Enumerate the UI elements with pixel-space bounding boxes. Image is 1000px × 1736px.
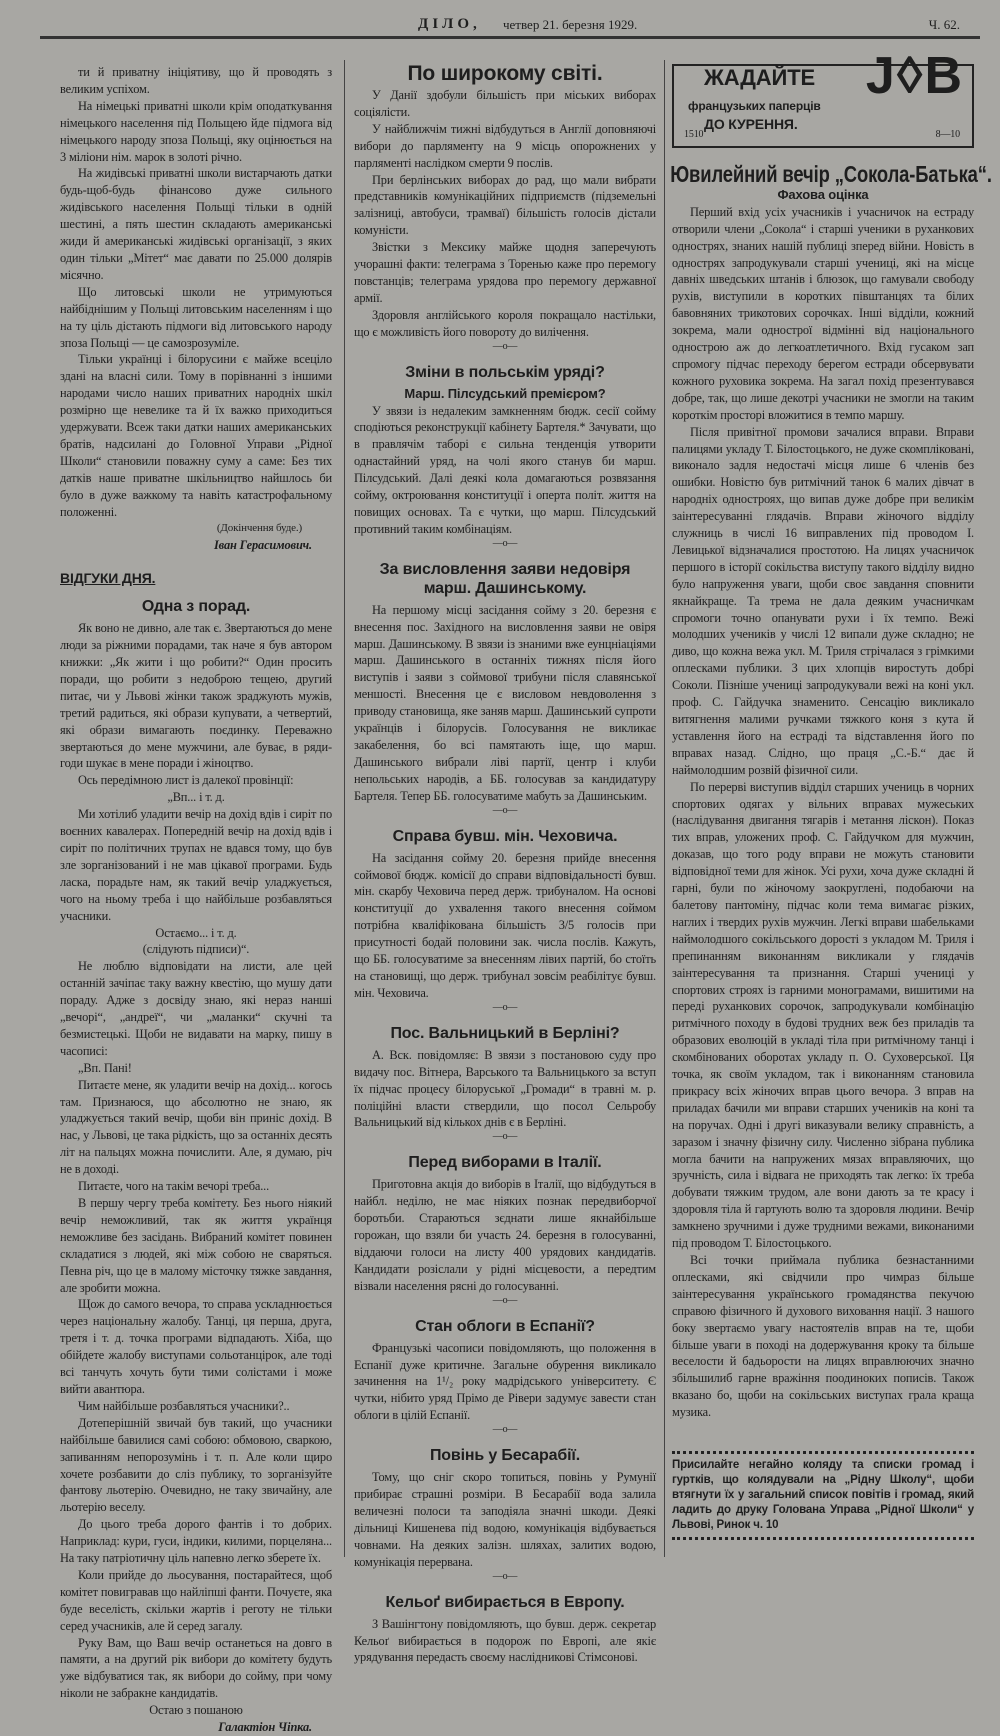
column-1 <box>60 64 332 1736</box>
article-headline: Ювилейний вечір „Сокола-Батька“. <box>670 161 992 187</box>
paragraph: Всі точки приймала публика безнастанними оплесками, які свідчили про чимраз більше заінтересування українського громадянства пекучою справою фізичного й духового виховання нації. З нашого боку звертаємо увагу настоятелів вправ на те, щоби більше уваги в поході на додержування кроку та більше веселости й бадьорости на лицях вправлюючих значно збільшилиб гарне вражіння поодиноких пописів. Також вказано бо, щоби на сокільських виступах грала краща музика. <box>672 1253 974 1420</box>
separator: —o— <box>492 340 518 352</box>
paragraph: Як воно не дивно, але так є. Звертаються до мене люди за ріжними порадами, так наче я був автором книжки: „Як жити і що робити?“ Один просить поради, що робити з недоброю тещею, другий питає, чи у Львові жінки також зраджують мужів, третий радиться, які образи купувати, а четвертий, які образи вимагають поєдинку. Переважно звертаються до мене мужчини, але буває, в ряди-годи шукає в мене поради і жіноцтво. <box>60 621 332 771</box>
paragraph: А. Вск. повідомляє: В звязи з постановою суду про видачу пос. Вітнера, Варського та Вальницького за вступ їх підчас процесу білоруської „Громади“ в травні м. р. поліційні власти ствердили, що посол Сельробу Вальницький від кількох днів є в Берліні. <box>354 1047 656 1130</box>
article-headline: За висловлення заяви недовіря марш. Дашинському. <box>379 560 631 597</box>
paragraph: На першому місці засідання сойму з 20. березня є внесення пос. Західного на висловлення заяви не овіря марш. Дашинському. В звязи із знаними вже еунцніаціями марш. Дашинського в останніх тижнях після його виступів і заяви з соймової трибуни після славянської меншості. Внесення це є висловом невдоволення з приводу становища, яке заняв марш. Дашинський супроти українців і білорусів. Голосування не викликає закабелення, бо всі памятають іще, що марш. Дашинського вибрали ліві партії, центр і клуби непольських народів, а ББ. голосував за кандидатуру Бартеля. Тепер ББ. голосуватиме мабуть за Дашинським. <box>354 602 656 803</box>
article-headline: Кельоґ вибирається в Европу. <box>385 1593 625 1611</box>
ad-text: французьких паперців <box>688 99 821 113</box>
issue-date: четвер 21. березня 1929. <box>503 17 638 32</box>
ad-text: ДО КУРЕННЯ. <box>704 116 798 132</box>
paragraph: Чим найбільше розбавляться учасники?.. <box>78 1398 290 1413</box>
masthead <box>40 14 980 39</box>
article-headline: Зміни в польськім уряді? <box>405 363 605 381</box>
ad-number: 1510 <box>684 129 704 141</box>
paragraph: Остаю з пошаною <box>149 1703 243 1718</box>
paragraph: У Данії здобули більшість при міських виборах соціялісти. <box>354 88 656 119</box>
article-headline: Одна з порад. <box>141 598 251 616</box>
article-sokil <box>672 204 974 1421</box>
column-3 <box>670 47 992 1540</box>
article-headline: Стан облоги в Еспанії? <box>415 1317 595 1335</box>
paragraph: Звістки з Мексику майже щодня заперечують учорашні факти: телеграма з Торенью каже про перемогу повстанців; телеграма урядова про перемогу державної армії. <box>354 240 656 305</box>
article-headline: Повінь у Бесарабії. <box>429 1447 581 1465</box>
news-article <box>354 64 656 341</box>
column-divider <box>344 60 345 1557</box>
paragraph: Після привітної промови зачалися вправи. Вправи палицями укладу Т. Білостоцького, не дуже скомпліковані, виконало задля недостачі місця лише 6 членів без ошибки. Новістю був ритмічний танок 6 малих дівчат в народніх одностроях, що випав дуже добре при великім заінтересуванні глядачів. Вправи жіночого відділу служниць в числі 16 виправлених під проводом І. Левицької відзначалися простотою. На лицях учасничок першого в історії сокільства виступу такого відділу видно було напруження уваги, щоби своє завдання сповнити якнайкраще. Та трема не дала деяким учасничкам спромоги точно опанувати рухи і їх темпо. Вежі молодших учеників у числі 12 випали дуже складно; не диво, що кожна вежа укл. М. Триля стрічалася з грімкими оплесками публики. З цих хлопців виростуть добрі Соколи. Пізніше учениці запродукували вежі на коні укл. проф. С. Гайдучка знаменито. Сенсацію викликало витягнення малими ручками тяжкого коня з кута й уставлення його на естраді та відставлення його по вправах назад. Слідно, що праця „С.-Б.“ дає й наймолодшим розвій фізичної сили. <box>672 424 974 777</box>
paragraph: Ми хотілиб уладити вечір на дохід вдів і сиріт по воєнних кавалерах. Попередній вечір на дохід вдів і сиріт по політичних трупах не вдався тому, що був зле зорганізований і не мав цікавої програми. Будь ласка, порадьте нам, як такий вечір уладжується, чого на ньому треба і що найбільше розбавляться учасники. <box>60 807 332 923</box>
news-article <box>354 341 656 538</box>
paragraph: При берлінських виборах до рад, що мали вибрати представників комунікаційних підприємств (підземельні залізниці, автобуси, трамваї) більшість голосів дістали комуністи. <box>354 172 656 238</box>
paragraph: Коли прийде до льосування, постарайтеся, щоб комітет повигравав що найліпші фанти. Почуєте, яка буде веселість, скільки жартів і реготу не тільки серед учасників, але й серед загалу. <box>60 1567 332 1633</box>
article-headline: Пос. Вальницький в Берліні? <box>390 1024 620 1042</box>
paragraph: ти й приватну ініціятиву, що й проводять з великим успіхом. <box>60 65 332 96</box>
author-signature: Іван Герасимович. <box>213 538 312 553</box>
paragraph: Приготовна акція до виборів в Італії, що відбудуться в найбл. неділю, не має ніяких познак передвиборчої боротьби. Стараються зєднати лише якнайбільше горожан, що взяли би участь 24. березня в голосуванні, віддаючи голоси на листу 400 урядових кандидатів. Кандидати розіслали у рідні місцевости, а передтим візвали населення рясні до голосуванні. <box>354 1177 656 1293</box>
paragraph: Питаєте, чого на такім вечорі треба... <box>78 1179 270 1194</box>
paragraph: Не люблю відповідати на листи, але цей останній зачіпає таку важну квестію, що мушу дати пораду. Адже з досвіду знаю, які нераз нанші „вечорі“, „андреї“, чи „маланки“ скучні та безмистецькі. Щоби не видавати на марку, пишу в часописі: <box>60 959 332 1058</box>
news-article <box>354 805 656 1002</box>
separator: —o— <box>492 1131 518 1143</box>
column-divider <box>664 60 665 1557</box>
column-2 <box>354 64 656 1666</box>
paragraph: У найближчім тижні відбудуться в Англії доповняючі вибори до парляменту на 9 місць опорожнених у парляменті наслідком смерти 9 послів. <box>354 121 656 170</box>
paragraph: Остаємо... і т. д. <box>155 925 237 940</box>
paragraph: Руку Вам, що Ваш вечір останеться на довго в памяти, а на другий рік вибори до комітету будуть уже відбуватися так, як вибори до сойму, при чому ніколи не забракне кандидатів. <box>60 1635 332 1701</box>
paragraph: Тільки українці і білорусини є майже всеціло здані на власні сили. Тому в порівнанні з іншими народами число наших приватних народніх шкіл розмірно ще невелике та й їх важко приходиться удержувати. Всеж таки датки наших американських братів, надсилані до Головної Управи „Рідної Школи“ становили поважну суму а саме: Без тих датків наше приватне шкільництво найшлось би було в дуже важкому та навіть катастрофальному положенні. <box>60 352 332 519</box>
paragraph: Здоровля англійського короля покращало настільки, що є можливість його повороту до вилічення. <box>354 307 656 339</box>
paper-title: ДІЛО, <box>418 16 481 32</box>
paragraph: До цього треба дорого фантів і то добрих. Наприклад: кури, гуси, індики, килими, порцеляна... На таку патріотичну ціль напевно легко зберете їх. <box>60 1517 332 1566</box>
news-article <box>354 538 656 805</box>
paragraph: (слідують підписи)“. <box>142 942 250 957</box>
separator: —o— <box>492 537 518 549</box>
separator: —o— <box>492 1001 518 1013</box>
news-article <box>354 1571 656 1667</box>
paragraph: Що литовські школи не утримуються найбіднішим у Польщі литовським населенням і що на ту ціль дістають підмоги від литовського народу зпоза Польщі — це самозрозуміле. <box>60 284 332 350</box>
separator: —o— <box>492 1294 518 1306</box>
continued-note: (Докінчення буде.) <box>216 522 302 535</box>
paragraph: На жидівські приватні школи вистарчають датки будь-щоб-будь фінансово дуже сильного жидівського населення Польщі тільки в одній шестині, а пять шестин складають американські жиди й американські жидівські організації, з яких один тільки „Мітет“ має давати по 25.000 долярів місячно. <box>60 166 332 282</box>
article-headline: Перед виборами в Італії. <box>408 1154 602 1172</box>
paragraph: Перший вхід усіх учасників і учасничок на естраду отворили члени „Сокола“ і старші ученики в руханкових однострях, знаних нашій публиці зперед війни. Новість в однострях запродукували старші учениці, які на місце давніх шведських штанів і блюзок, що гамували свободу рухів, виступили в коротких півштанцях та білих бавовняних трикотових сорочках. Інші відділи, кожний зокрема, мали однострої відмінні від національного однострою аж до легкоатлетичного. Вхід гусаком зап спромогу підчас переходу берегом естради обсервувати кожного руховика зокрема. На загал похід презентувався добре, так, що лише декотрі учасники не змогли на таким короткім просторі вложитися в темпо маршу. <box>672 204 974 422</box>
news-article <box>354 1424 656 1570</box>
paragraph: З Вашінгтону повідомляють, що бувш. держ. секретар Кельоґ вибирається в подорож по Европі, але якіє урядування передасть своєму наслідникові Стімсонові. <box>354 1616 656 1665</box>
issue-number: Ч. 62. <box>928 17 960 32</box>
job-advertisement <box>672 47 974 148</box>
paragraph: „Вп. Пані! <box>78 1060 132 1075</box>
article-headline: По широкому світі. <box>407 62 603 85</box>
paragraph: Ось передімною лист із далекої провінції: <box>78 773 294 788</box>
paragraph: У звязи із недалеким замкненням бюдж. сесії сойму сподіються реконструкції кабінету Бартеля.* Зачувати, що в правлячім таборі є сильна тенденція утворити однастайний уряд, на чолі якого станув би марш. Пілсудський. Далі деякі кола домагаються розвязання сойму, октроювання конституції і оперта політ. життя на повищих основах. Та є чутки, що марш. Пілсудський противний таким комбінаціям. <box>354 403 656 536</box>
paragraph: На німецькі приватні школи крім оподаткування німецького населення під Польщею йде підмога від німецького народу зпоза Польщі, яку оцінюється на 3 міліони нім. марок в золоті річно. <box>60 98 332 164</box>
author-signature: Галактіон Чіпка. <box>218 1720 312 1735</box>
paragraph: На засідання сойму 20. березня прийде внесення соймової бюдж. комісії до справи відповідальності бувш. мін. скарбу Чеховича перед держ. трибуналом. На основі конституції до ухвалення такого внесення соймом потрібна кваліфікована більшість 3/5 голосів при присутності бодай половини зак. числа послів. Кажуть, що ББ. голосуватиме за внесенням лівих партій, бо стоїть на становищі, що держ. трибунал зовсім реабілітує бувш. мін. Чеховича. <box>354 850 656 1000</box>
article-schools <box>60 64 332 520</box>
paragraph: Щож до самого вечора, то справа ускладнюється через національну жалобу. Танці, ця перша, друга, третя і т. д. точка програми відпадають. Хіба, що обійдете жалобу виступами сольотанцірок, але тоді всі танчуть хочуть бути тими солістами і може вийти авантюра. <box>60 1297 332 1396</box>
separator: —o— <box>492 1570 518 1582</box>
paragraph: Питаєте мене, як уладити вечір на дохід... когось там. Признаюся, що абсолютно не знаю, як уладжується такий вечір, щоби він приніс дохід. В нас, у Львові, це така рідкість, що за останніх десять літ на пальцях можна почислити. Але, я думаю, річ не в доході. <box>60 1077 332 1177</box>
rubric-heading: ВІДГУКИ ДНЯ. <box>60 570 156 587</box>
article-headline: Справа бувш. мін. Чеховича. <box>392 827 618 845</box>
separator: —o— <box>492 804 518 816</box>
paragraph: По перерві виступив відділ старших учениць в чорних спортових одягах у вільних вправах мужеських (наслідування двигання тягарів і метання ліскон). Показ тих вправ, уложених проф. С. Гайдучком для мужчин, доказав, що того роду вправи не можуть становити відповідної теми для жінок. Усі рухи, хоча дуже складні й гарні, були по жіночому заокруглені, подобаючи на балетову пантоміну, підчас коли тема вимагає різких, наглих і твердих рухів мужчин. Легкі вправи шабельками наймолодшого сокільського дорості з укладом М. Триля і препинанням виконанням викликали у глядачів заінтересування та признання. Старші учениці у спортових строях із гарними монограмами, вишитими на переді руханкових сорочок, запродукували комбінацію ритмічного походу в будові трудних веж без приладів та образових еволюцій в укладі тіла при ритмічному танці і скомбінованих оборотах укладу п. О. Суховерської. Ця точка, як своїм укладом, так і виконанням становила прикрасу всіх жіночих вправ цього вечора. З вправ на приладах бачили ми вправи старших учеників на коні та на поручах. Одні і другі виказували велику справність, а заразом і значну фізичну силу. Численно зібрана публика могла бачити на напружених мязах вправляючих, що зручність, сила і відвага не приходять так легко: їх треба добувати тяжким трудом, але вони дають за те красу і здоровля тіла й гартують волю та здоровля людини. Вечір замкнено зручними і дуже трудними вежами, виконаними під проводом Т. Білостоцького. <box>672 779 974 1251</box>
job-logo: J◊B <box>865 47 964 105</box>
paragraph: Тому, що сніг скоро топиться, повінь у Румунії прибирає страшні розміри. В Бесарабії вода залила величезні полоси та заподіяла значні шкоди. Деякі дільниці Кишенева під водою, комунікація відбувається човнами. На деяких залізн. шляхах, залитих водою, комунікація перервана. <box>354 1470 656 1569</box>
ad-number: 8—10 <box>935 129 960 141</box>
article-advice <box>60 620 332 1719</box>
paragraph: Дотеперішній звичай був такий, що учасники найбільше бавилися самі собою: обмовою, сваркою, запиванням непорозумінь і т. п. Але коли щиро хочете розбавити до сліз публику, то зорганізуйте фантову льотерію. Очевидно, не таку звичайну, але льотерію веселу. <box>60 1415 332 1515</box>
news-article <box>354 1002 656 1132</box>
ad-headline: ЖАДАЙТЕ <box>704 65 816 90</box>
paragraph: „Вп... і т. д. <box>167 790 225 805</box>
notice-box: Присилайте негайно коляду та списки громад і гуртків, що колядували на „Рідну Школу“, щоби втягнути їх у загальний список повітів і громад, який ладить до друку Голована Управа „Рідної Школи“ у Львові, Ринок ч. 10 <box>672 1451 974 1540</box>
news-article <box>354 1295 656 1425</box>
article-subtitle: Марш. Пілсудський премієром? <box>404 385 606 401</box>
article-subtitle: Фахова оцінка <box>777 186 869 202</box>
news-article <box>354 1131 656 1294</box>
paragraph: В першу чергу треба комітету. Без нього ніякий вечір неможливий, так як життя українця неможливе без засідань. Вибраний комітет повинен складатися з людей, які між собою не сваряться. Певна річ, що це в малому місточку тяжке завдання, але зробити можна. <box>60 1196 332 1295</box>
separator: —o— <box>492 1424 518 1436</box>
paragraph: Французькі часописи повідомляють, що положення в Еспанії дуже критичне. Загальне обурення викликало зачинення на 1¹/₂ року мадрідського університету. Є чутки, нібито уряд Прімо де Рівери задумує завести стан облоги в цілій Еспанії. <box>354 1340 656 1423</box>
